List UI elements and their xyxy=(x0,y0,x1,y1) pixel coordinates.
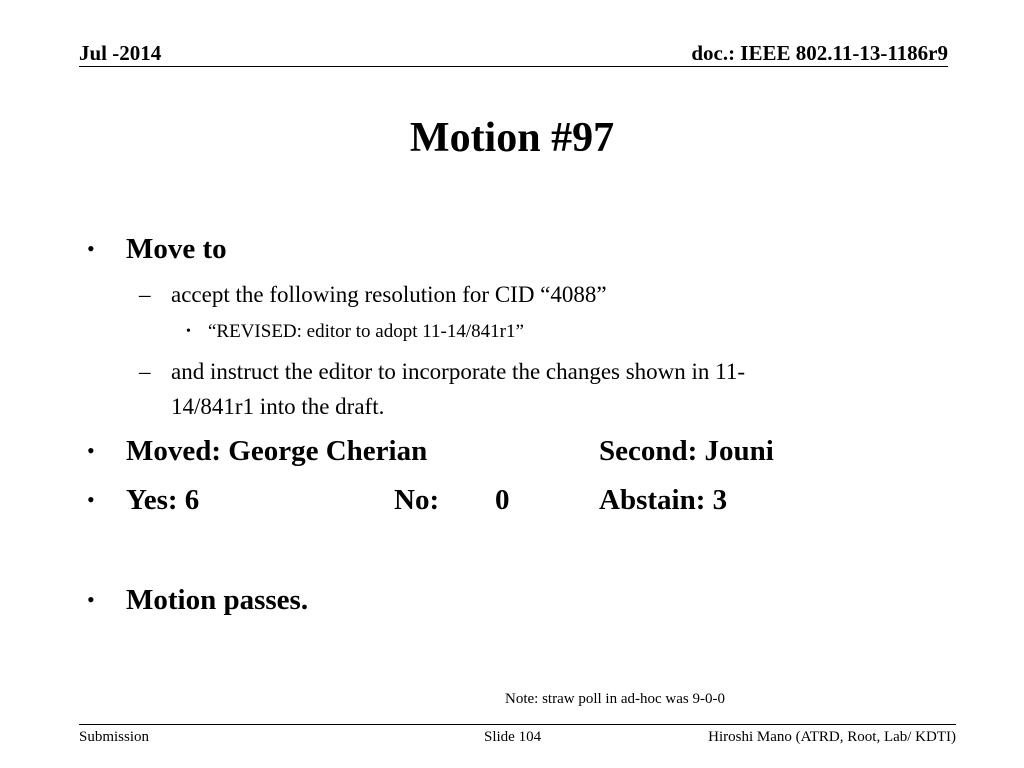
vote-no-value: 0 xyxy=(495,484,510,516)
bullet-icon: • xyxy=(87,236,95,261)
footer-slide-number: Slide 104 xyxy=(484,729,542,745)
instruction-item-line2: 14/841r1 into the draft. xyxy=(171,394,385,419)
dash-icon: – xyxy=(139,282,151,307)
resolution-item: accept the following resolution for CID “4088” xyxy=(171,282,607,307)
vote-yes: Yes: 6 xyxy=(126,484,200,516)
bullet-move-to: Move to xyxy=(126,233,227,265)
motion-result: Motion passes. xyxy=(126,584,309,616)
moved-by: Moved: George Cherian xyxy=(126,435,428,467)
footer-author: Hiroshi Mano (ATRD, Root, Lab/ KDTI) xyxy=(708,729,956,745)
straw-poll-note: Note: straw poll in ad-hoc was 9-0-0 xyxy=(505,691,725,707)
resolution-detail: “REVISED: editor to adopt 11-14/841r1” xyxy=(208,321,524,342)
bullet-icon: • xyxy=(186,324,191,339)
bullet-icon: • xyxy=(87,438,95,463)
vote-no-label: No: xyxy=(394,484,440,516)
bullet-icon: • xyxy=(87,587,95,612)
bullet-icon: • xyxy=(87,487,95,512)
footer-divider xyxy=(79,724,956,725)
header-divider xyxy=(79,66,948,67)
instruction-item-line1: and instruct the editor to incorporate the changes shown in 11- xyxy=(171,359,745,384)
seconded-by: Second: Jouni xyxy=(599,435,774,467)
dash-icon: – xyxy=(139,359,151,384)
footer-submission: Submission xyxy=(79,729,150,745)
slide-title: Motion #97 xyxy=(409,115,615,161)
header-doc-id: doc.: IEEE 802.11-13-1186r9 xyxy=(691,41,948,65)
vote-abstain: Abstain: 3 xyxy=(599,484,728,516)
header-date: Jul -2014 xyxy=(79,41,162,65)
